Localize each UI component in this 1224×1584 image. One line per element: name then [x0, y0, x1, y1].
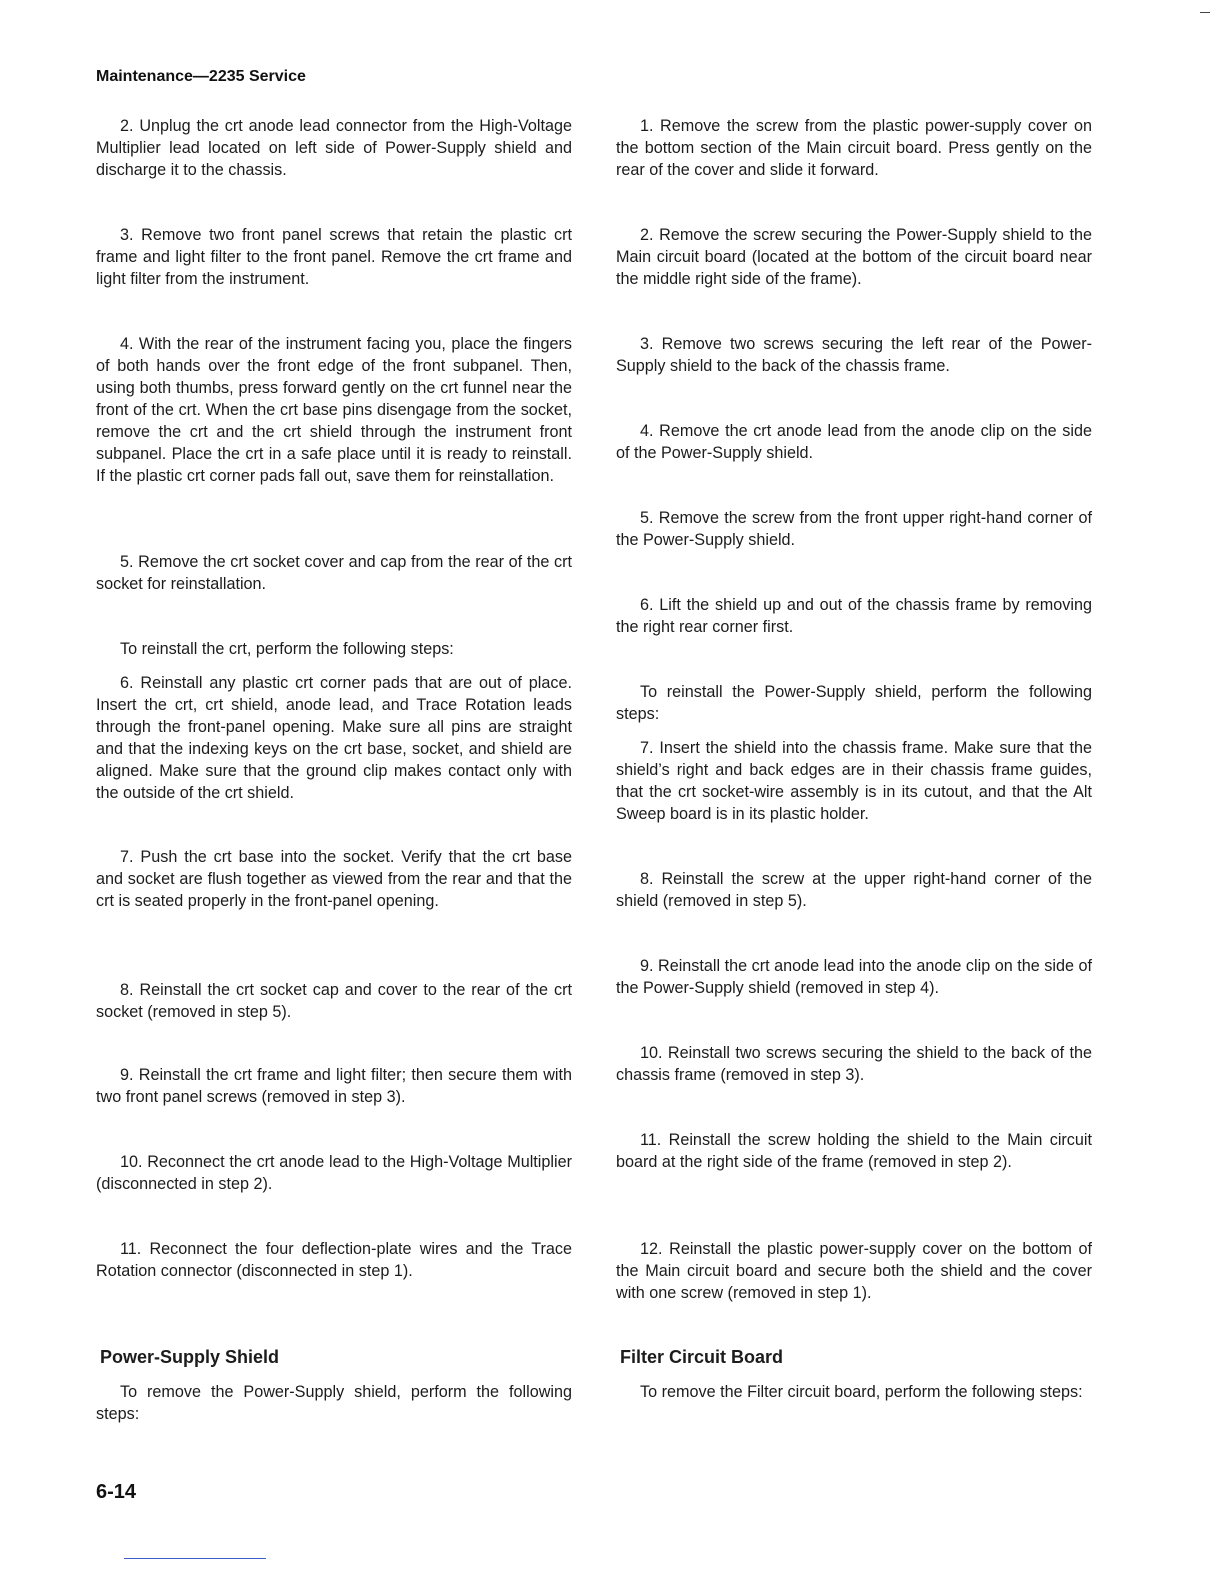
step-paragraph: 2. Unplug the crt anode lead connector from the High-Voltage Multiplier lead located on left side of Power-Supply shield and discharge it to the chassis. — [96, 117, 572, 179]
section-intro: To remove the Filter circuit board, perform the following steps: — [640, 1383, 1083, 1401]
step-paragraph: 9. Reinstall the crt anode lead into the anode clip on the side of the Power-Supply shield (removed in step 4). — [616, 957, 1092, 997]
step-paragraph: 4. With the rear of the instrument facing you, place the fingers of both hands over the front edge of the front subpanel. Then, using both thumbs, press forward gently on the crt funnel near the front of the crt. When the crt base pins disengage from the socket, remove the crt and the crt shield through the instrument front subpanel. Place the crt in a safe place until it is ready to reinstall. If the plastic crt corner pads fall out, save them for reinstallation. — [96, 335, 572, 485]
step-paragraph: 11. Reconnect the four deflection-plate wires and the Trace Rotation connector (disconnected in step 1). — [96, 1240, 572, 1280]
step-paragraph: 7. Push the crt base into the socket. Verify that the crt base and socket are flush together as viewed from the rear and that the crt is seated properly in the front-panel opening. — [96, 848, 572, 910]
step-paragraph: 5. Remove the crt socket cover and cap from the rear of the crt socket for reinstallation. — [96, 553, 572, 593]
page-header: Maintenance—2235 Service — [96, 68, 306, 85]
step-paragraph: 8. Reinstall the screw at the upper right-hand corner of the shield (removed in step 5). — [616, 870, 1092, 910]
step-paragraph: 3. Remove two front panel screws that retain the plastic crt frame and light filter to the front panel. Remove the crt frame and light filter from the instrument. — [96, 226, 572, 288]
step-paragraph: 4. Remove the crt anode lead from the anode clip on the side of the Power-Supply shield. — [616, 422, 1092, 462]
section-intro: To remove the Power-Supply shield, perform the following steps: — [96, 1383, 572, 1423]
reinstall-intro: To reinstall the crt, perform the following steps: — [120, 640, 454, 658]
step-paragraph: 6. Lift the shield up and out of the chassis frame by removing the right rear corner first. — [616, 596, 1092, 636]
step-paragraph: 10. Reconnect the crt anode lead to the High-Voltage Multiplier (disconnected in step 2). — [96, 1153, 572, 1193]
step-paragraph: 7. Insert the shield into the chassis frame. Make sure that the shield’s right and back edges are in their chassis frame guides, that the crt socket-wire assembly is in its cutout, and that the Alt Sweep board is in its plastic holder. — [616, 739, 1092, 823]
step-paragraph: 10. Reinstall two screws securing the shield to the back of the chassis frame (removed in step 3). — [616, 1044, 1092, 1084]
section-heading: Power-Supply Shield — [100, 1347, 280, 1367]
step-paragraph: 1. Remove the screw from the plastic power-supply cover on the bottom section of the Main circuit board. Press gently on the rear of the cover and slide it forward. — [616, 117, 1092, 179]
step-paragraph: 6. Reinstall any plastic crt corner pads that are out of place. Insert the crt, crt shield, anode lead, and Trace Rotation leads through the front-panel opening. Make sure all pins are straight and that the indexing keys on the crt base, socket, and shield are aligned. Make sure that the ground clip makes contact only with the outside of the crt shield. — [96, 674, 572, 802]
section-heading: Filter Circuit Board — [620, 1347, 784, 1367]
step-paragraph: 2. Remove the screw securing the Power-Supply shield to the Main circuit board (located at the bottom of the circuit board near the middle right side of the frame). — [616, 226, 1092, 288]
bottom-rule — [124, 1558, 266, 1559]
page-number: 6-14 — [96, 1481, 137, 1503]
step-paragraph: 9. Reinstall the crt frame and light filter; then secure them with two front panel screws (removed in step 3). — [96, 1066, 572, 1106]
step-paragraph: 3. Remove two screws securing the left rear of the Power-Supply shield to the back of the chassis frame. — [616, 335, 1092, 375]
step-paragraph: 8. Reinstall the crt socket cap and cover to the rear of the crt socket (removed in step 5). — [96, 981, 572, 1021]
step-paragraph: 12. Reinstall the plastic power-supply cover on the bottom of the Main circuit board and secure both the shield and the cover with one screw (removed in step 1). — [616, 1240, 1092, 1302]
step-paragraph: 5. Remove the screw from the front upper right-hand corner of the Power-Supply shield. — [616, 509, 1092, 549]
reinstall-intro: To reinstall the Power-Supply shield, perform the following steps: — [616, 683, 1092, 723]
step-paragraph: 11. Reinstall the screw holding the shield to the Main circuit board at the right side of the frame (removed in step 2). — [616, 1131, 1092, 1171]
corner-mark — [1200, 12, 1210, 13]
